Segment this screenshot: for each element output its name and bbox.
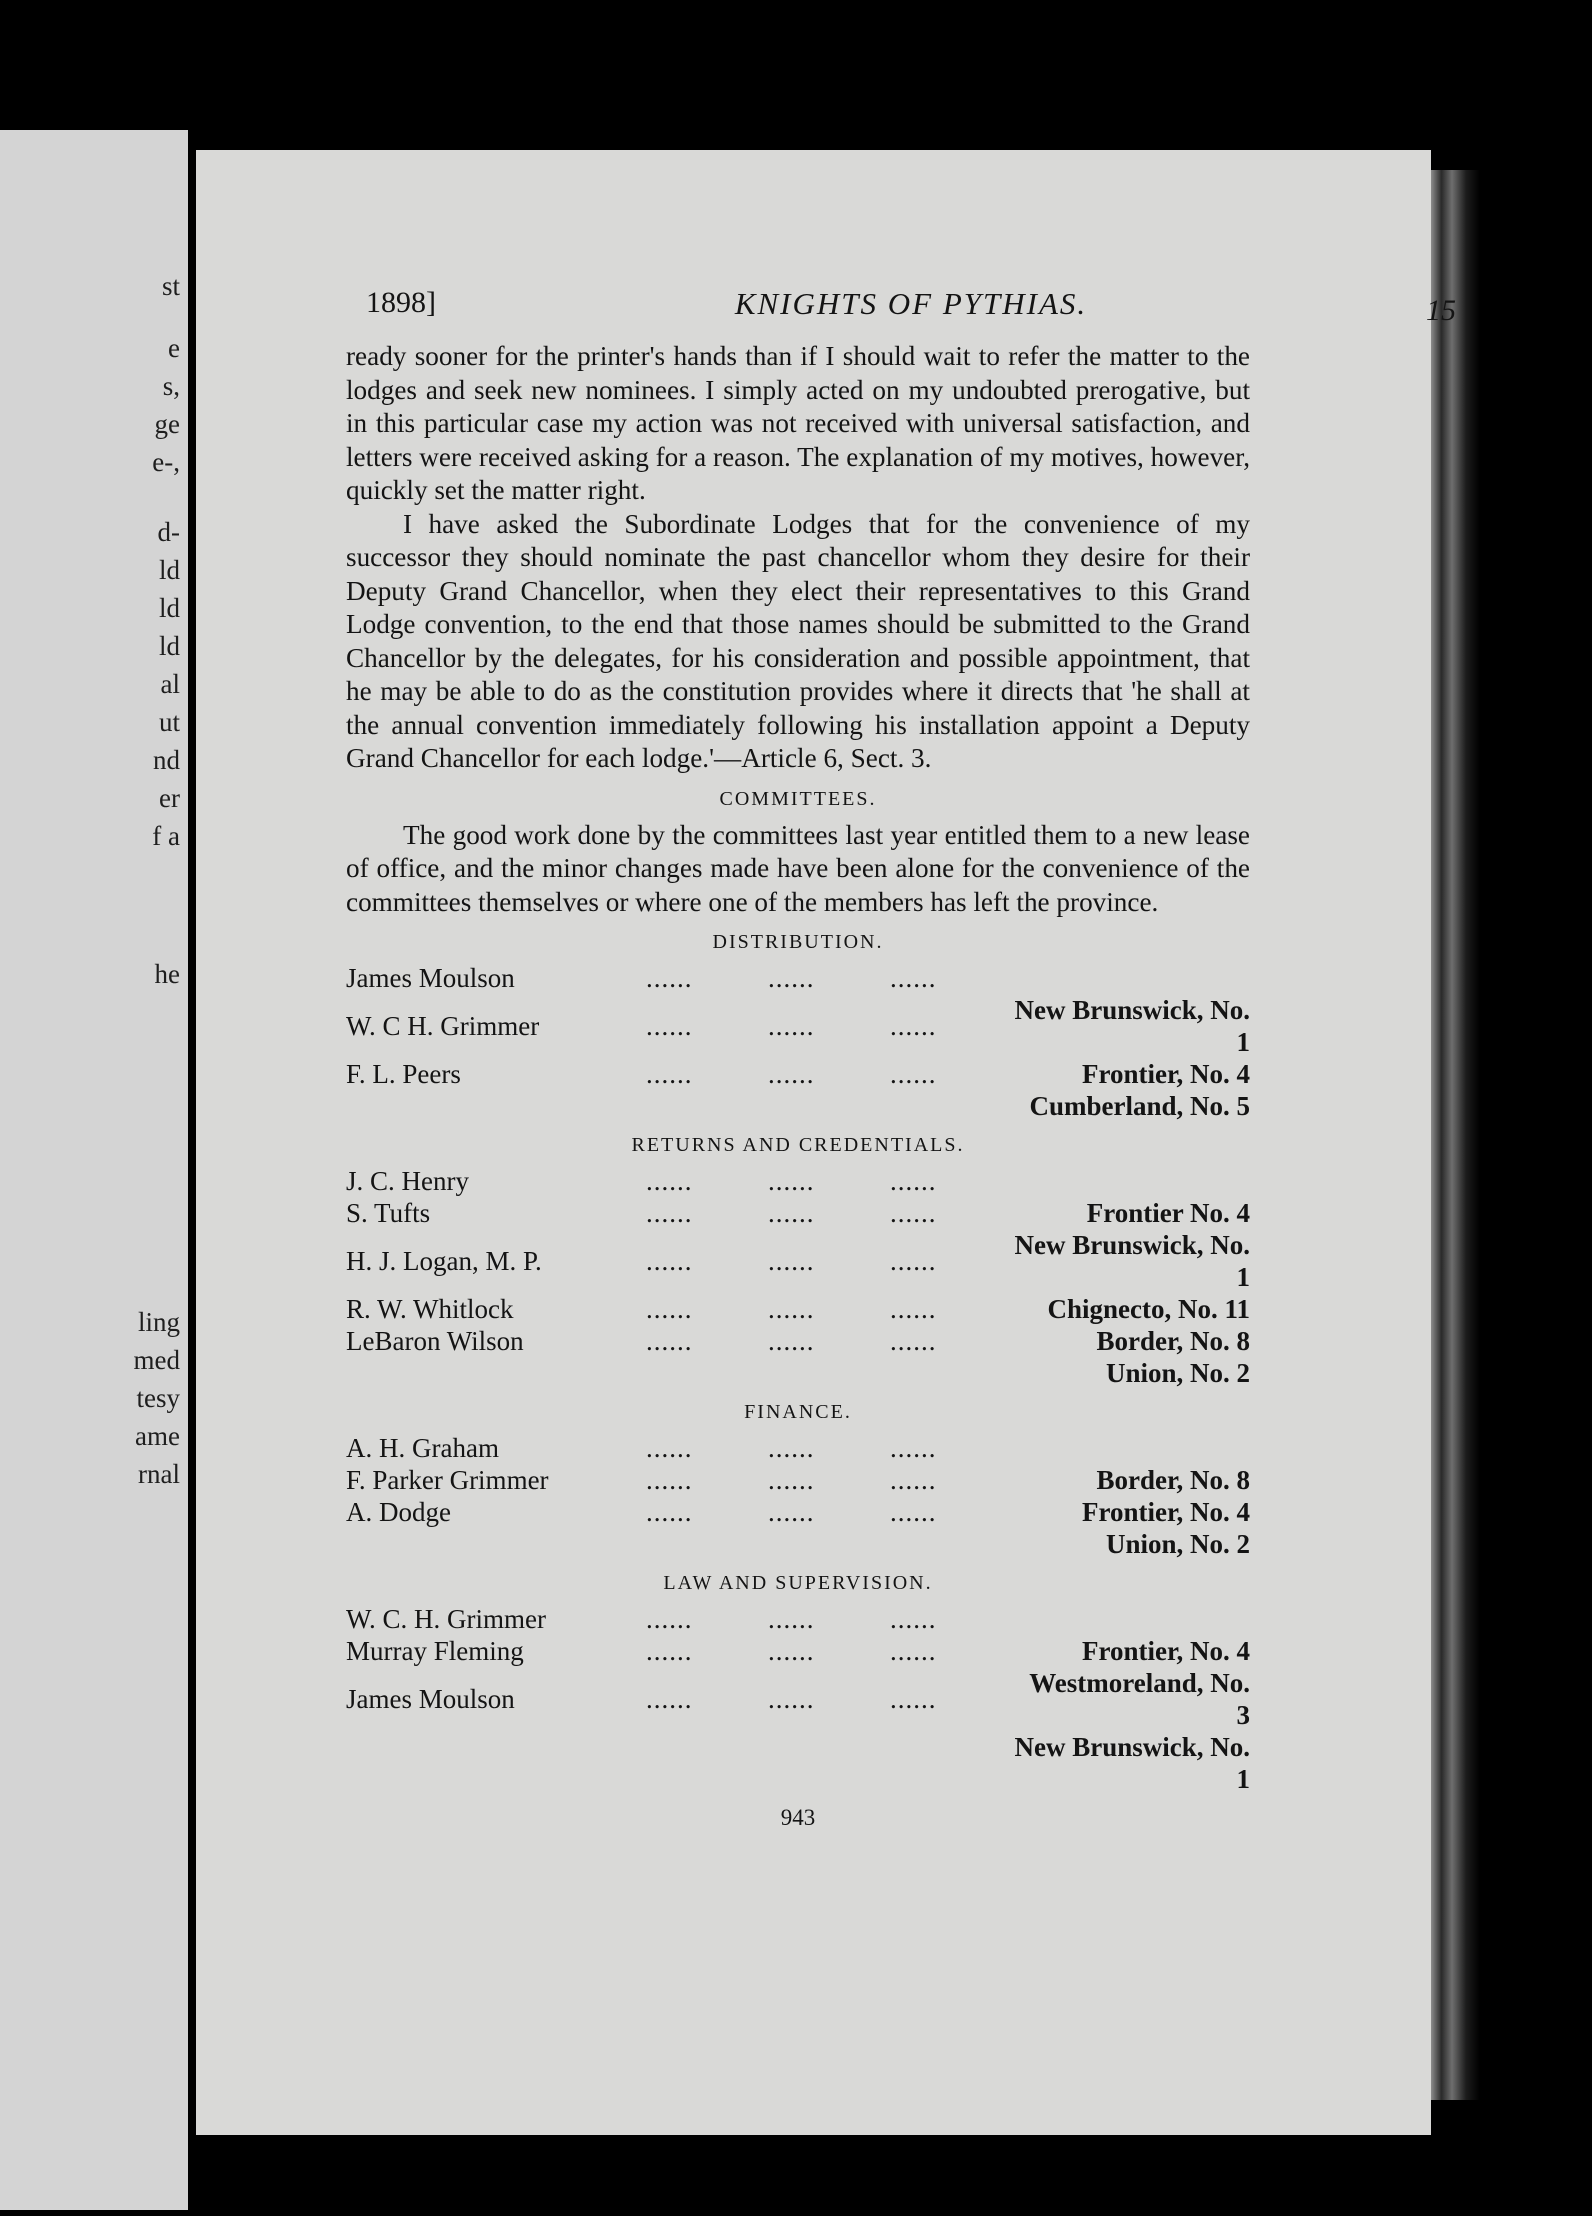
left-page-fragment: ld xyxy=(158,593,180,623)
member-lodge: New Brunswick, No. 1 xyxy=(1014,1732,1250,1794)
leader-dots: ...... xyxy=(646,1684,693,1714)
header-year: 1898] xyxy=(366,286,436,319)
member-lodge: Union, No. 2 xyxy=(1105,1529,1250,1559)
left-page-fragment: al xyxy=(160,669,180,699)
leader-dots: ...... xyxy=(768,1465,815,1495)
table-row xyxy=(346,1496,1250,1528)
committee-table xyxy=(346,1603,1250,1795)
leader-dots: ...... xyxy=(768,1636,815,1666)
leader-dots: ...... xyxy=(768,1604,815,1634)
table-row xyxy=(346,962,1250,994)
left-page-fragment: ge xyxy=(154,409,180,439)
committee-table xyxy=(346,962,1250,1122)
left-page-fragment: rnal xyxy=(138,1459,180,1489)
leader-dots: ...... xyxy=(646,1294,693,1324)
left-page-fragment: er xyxy=(159,783,180,813)
table-row xyxy=(346,1197,1250,1229)
table-row xyxy=(346,1635,1250,1667)
paragraph-1: ready sooner for the printer's hands than if I should wait to refer the matter to the lodges and seek new nominees. I simply acted on my undoubted prerogative, but in this particular case my action was not received with universal satisfaction, and letters were received asking for a reason. The explanation of my motives, however, quickly set the matter right. xyxy=(346,341,1250,505)
member-name: Murray Fleming xyxy=(346,1636,524,1666)
page xyxy=(196,150,1456,2135)
member-lodge: Chignecto, No. 11 xyxy=(1047,1294,1250,1324)
table-row xyxy=(346,1325,1250,1357)
leader-dots: ...... xyxy=(646,1198,693,1228)
member-name xyxy=(346,1528,646,1560)
left-page-fragment: tesy xyxy=(136,1383,180,1413)
leader-dots: ...... xyxy=(768,1059,815,1089)
table-row xyxy=(346,1432,1250,1464)
member-lodge: Border, No. 8 xyxy=(1096,1326,1250,1356)
committee-sections xyxy=(346,931,1250,1795)
left-page-fragment: e-, xyxy=(152,447,180,477)
leader-dots: ...... xyxy=(890,1198,937,1228)
committees-paragraph: The good work done by the committees last year entitled them to a new lease of office, and the minor changes made have been alone for the convenience of the committees themselves or where one of the members has left the province. xyxy=(346,819,1250,917)
leader-dots: ...... xyxy=(646,963,693,993)
table-row xyxy=(346,1528,1250,1560)
header-page-number: 15 xyxy=(1426,294,1456,327)
member-lodge: Border, No. 8 xyxy=(1096,1465,1250,1495)
member-lodge: New Brunswick, No. 1 xyxy=(1014,1230,1250,1292)
member-name: S. Tufts xyxy=(346,1198,431,1228)
member-name: A. H. Graham xyxy=(346,1433,499,1463)
leader-dots: ...... xyxy=(890,1326,937,1356)
section-heading: FINANCE. xyxy=(744,1401,852,1423)
table-row xyxy=(346,1293,1250,1325)
leader-dots xyxy=(890,1090,1012,1122)
member-name: F. L. Peers xyxy=(346,1059,461,1089)
leader-dots: ...... xyxy=(890,1246,937,1276)
section-heading: DISTRIBUTION. xyxy=(712,931,884,953)
page-body xyxy=(346,340,1250,1831)
leader-dots: ...... xyxy=(768,1198,815,1228)
leader-dots: ...... xyxy=(768,1433,815,1463)
leader-dots: ...... xyxy=(768,1497,815,1527)
leader-dots: ...... xyxy=(890,1059,937,1089)
leader-dots: ...... xyxy=(646,1433,693,1463)
leader-dots xyxy=(890,1357,1012,1389)
left-page-fragment: nd xyxy=(153,745,180,775)
member-name xyxy=(346,1731,646,1795)
leader-dots xyxy=(890,1528,1012,1560)
left-page-fragment: med xyxy=(133,1345,180,1375)
leader-dots: ...... xyxy=(646,1166,693,1196)
leader-dots xyxy=(646,1357,768,1389)
left-page-fragment: ame xyxy=(135,1421,180,1451)
committee-table xyxy=(346,1165,1250,1389)
leader-dots: ...... xyxy=(768,1684,815,1714)
member-lodge: Frontier No. 4 xyxy=(1086,1198,1250,1228)
member-lodge: Frontier, No. 4 xyxy=(1082,1497,1250,1527)
member-name: James Moulson xyxy=(346,963,515,993)
member-lodge xyxy=(1012,1165,1250,1197)
leader-dots: ...... xyxy=(890,1684,937,1714)
table-row xyxy=(346,1731,1250,1795)
leader-dots: ...... xyxy=(646,1246,693,1276)
leader-dots xyxy=(646,1090,768,1122)
leader-dots: ...... xyxy=(768,1011,815,1041)
table-row xyxy=(346,1090,1250,1122)
member-name: A. Dodge xyxy=(346,1497,451,1527)
table-row xyxy=(346,1229,1250,1293)
leader-dots: ...... xyxy=(646,1636,693,1666)
table-row xyxy=(346,1603,1250,1635)
leader-dots: ...... xyxy=(890,1433,937,1463)
member-name: H. J. Logan, M. P. xyxy=(346,1246,542,1276)
member-lodge xyxy=(1012,1603,1250,1635)
running-header xyxy=(366,280,1456,330)
member-name: LeBaron Wilson xyxy=(346,1326,524,1356)
leader-dots: ...... xyxy=(768,963,815,993)
member-name xyxy=(346,1090,646,1122)
leader-dots: ...... xyxy=(646,1465,693,1495)
left-page-fragment: d- xyxy=(157,517,180,547)
member-lodge: Union, No. 2 xyxy=(1105,1358,1250,1388)
leader-dots: ...... xyxy=(890,1294,937,1324)
leader-dots xyxy=(768,1090,890,1122)
leader-dots: ...... xyxy=(768,1166,815,1196)
member-name: W. C H. Grimmer xyxy=(346,1011,540,1041)
leader-dots: ...... xyxy=(890,1465,937,1495)
left-page-fragment: ling xyxy=(137,1307,180,1337)
leader-dots xyxy=(890,1731,1012,1795)
table-row xyxy=(346,1165,1250,1197)
member-name: W. C. H. Grimmer xyxy=(346,1604,546,1634)
leader-dots xyxy=(646,1731,768,1795)
leader-dots: ...... xyxy=(646,1326,693,1356)
left-page-fragment: s, xyxy=(162,371,180,401)
member-lodge: Frontier, No. 4 xyxy=(1082,1636,1250,1666)
leader-dots: ...... xyxy=(890,1497,937,1527)
leader-dots: ...... xyxy=(646,1011,693,1041)
left-page-fragment: f a xyxy=(152,821,180,851)
leader-dots: ...... xyxy=(646,1497,693,1527)
committees-heading: COMMITTEES. xyxy=(719,787,877,810)
leader-dots: ...... xyxy=(768,1326,815,1356)
member-lodge: Cumberland, No. 5 xyxy=(1029,1091,1250,1121)
leader-dots: ...... xyxy=(890,1166,937,1196)
leader-dots xyxy=(646,1528,768,1560)
member-lodge xyxy=(1012,1432,1250,1464)
leader-dots: ...... xyxy=(890,1604,937,1634)
leader-dots: ...... xyxy=(646,1059,693,1089)
member-lodge: Westmoreland, No. 3 xyxy=(1029,1668,1250,1730)
table-row xyxy=(346,1667,1250,1731)
leader-dots: ...... xyxy=(768,1294,815,1324)
member-name xyxy=(346,1357,646,1389)
leader-dots: ...... xyxy=(890,963,937,993)
table-row xyxy=(346,1058,1250,1090)
member-name: R. W. Whitlock xyxy=(346,1294,514,1324)
left-page-fragment: e xyxy=(168,333,180,363)
member-name: James Moulson xyxy=(346,1684,515,1714)
leader-dots: ...... xyxy=(890,1636,937,1666)
leader-dots xyxy=(768,1357,890,1389)
section-heading: LAW AND SUPERVISION. xyxy=(663,1572,933,1594)
member-lodge: New Brunswick, No. 1 xyxy=(1014,995,1250,1057)
leader-dots: ...... xyxy=(890,1011,937,1041)
committee-table xyxy=(346,1432,1250,1560)
leader-dots xyxy=(768,1731,890,1795)
leader-dots: ...... xyxy=(646,1604,693,1634)
page-number: 943 xyxy=(780,1805,816,1830)
member-name: J. C. Henry xyxy=(346,1166,469,1196)
left-page-fragment: ld xyxy=(158,555,180,585)
header-title: KNIGHTS OF PYTHIAS. xyxy=(734,286,1088,321)
member-name: F. Parker Grimmer xyxy=(346,1465,549,1495)
left-page-fragment: ut xyxy=(158,707,180,737)
member-lodge xyxy=(1012,962,1250,994)
left-page-fragment: he xyxy=(154,959,180,989)
table-row xyxy=(346,994,1250,1058)
leader-dots: ...... xyxy=(768,1246,815,1276)
paragraph-2: I have asked the Subordinate Lodges that for the convenience of my successor they should nominate the past chancellor whom they desire for their Deputy Grand Chancellor, when they elect their representatives to this Grand Lodge convention, to the end that those names should be submitted to the Grand Chancellor by the delegates, for his consideration and possible appointment, that he may be able to do as the constitution provides where it directs that 'he shall at the annual convention immediately following his installation appoint a Deputy Grand Chancellor for each lodge.'—Article 6, Sect. 3. xyxy=(346,508,1250,773)
table-row xyxy=(346,1464,1250,1496)
left-page-fragment: ld xyxy=(158,631,180,661)
section-heading: RETURNS AND CREDENTIALS. xyxy=(631,1134,965,1156)
leader-dots xyxy=(768,1528,890,1560)
left-page-fragment: st xyxy=(161,271,180,301)
left-page-margin xyxy=(0,130,188,2210)
table-row xyxy=(346,1357,1250,1389)
member-lodge: Frontier, No. 4 xyxy=(1082,1059,1250,1089)
